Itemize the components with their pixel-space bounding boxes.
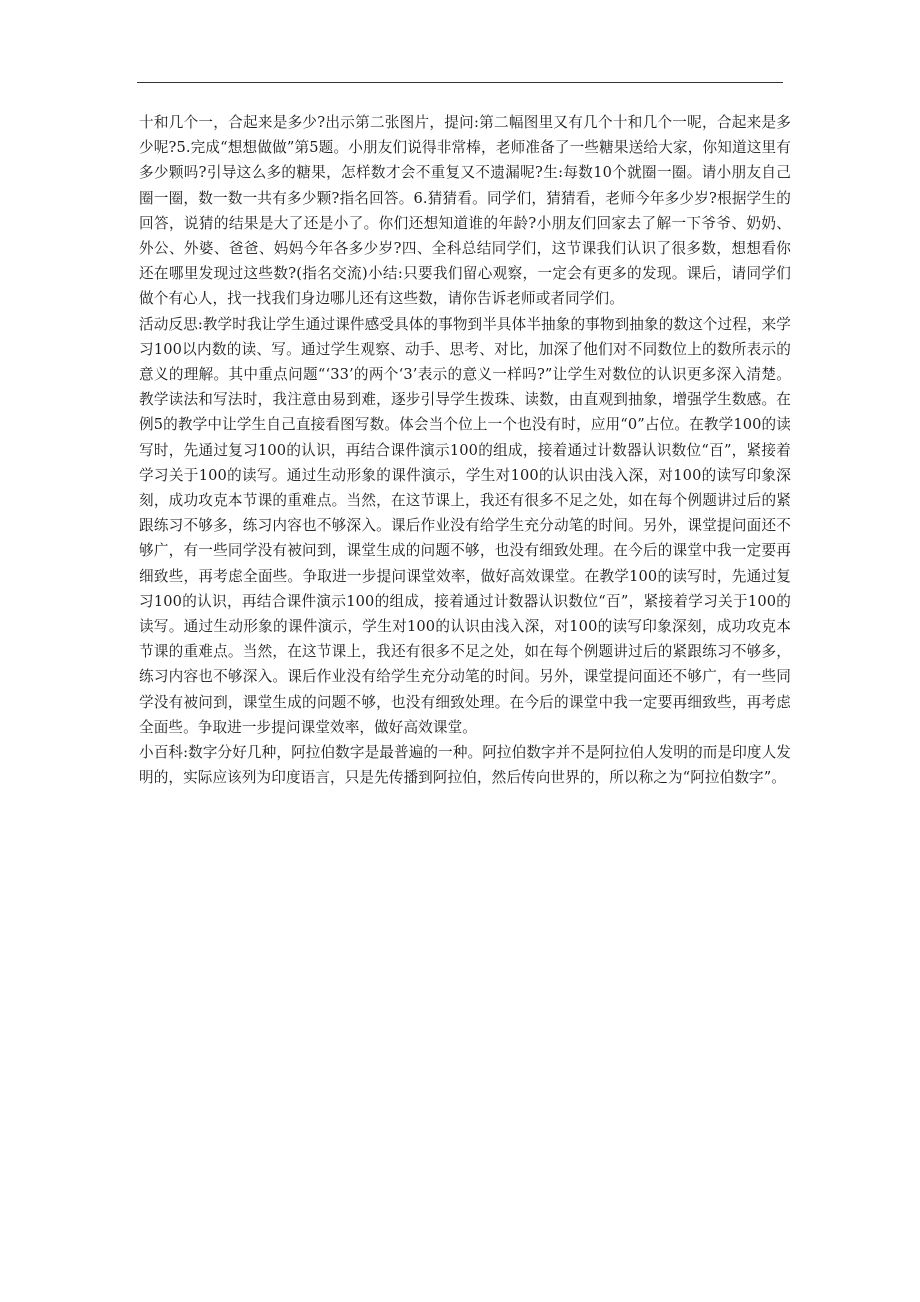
- header-rule: [137, 82, 783, 83]
- document-body: [139, 110, 791, 790]
- paragraph-encyclopedia: 小百科:数字分好几种，阿拉伯数字是最普遍的一种。阿拉伯数字并不是阿拉伯人发明的而是印度人发明的，实际应该列为印度语言，只是先传播到阿拉伯，然后传向世界的，所以称之为“阿拉伯数字”。: [139, 744, 791, 787]
- paragraph-reflection: 活动反思:教学时我让学生通过课件感受具体的事物到半具体半抽象的事物到抽象的数这个过程，来学习100以内数的读、写。通过学生观察、动手、思考、对比，加深了他们对不同数位上的数所表示的意义的理解。其中重点问题“‘33’的两个‘3’表示的意义一样吗?”让学生对数位的认识更多深入清楚。教学读法和写法时，我注意由易到难，逐步引导学生拨珠、读数，由直观到抽象，增强学生数感。在例5的教学中让学生自己直接看图写数。体会当个位上一个也没有时，应用“0”占位。在教学100的读写时，先通过复习100的认识，再结合课件演示100的组成，接着通过计数器认识数位“百”，紧接着学习关于100的读写。通过生动形象的课件演示，学生对100的认识由浅入深，对100的读写印象深刻，成功攻克本节课的重难点。当然，在这节课上，我还有很多不足之处，如在每个例题讲过后的紧跟练习不够多，练习内容也不够深入。课后作业没有给学生充分动笔的时间。另外，课堂提问面还不够广，有一些同学没有被问到，课堂生成的问题不够，也没有细致处理。在今后的课堂中我一定要再细致些，再考虑全面些。争取进一步提问课堂效率，做好高效课堂。在教学100的读写时，先通过复习100的认识，再结合课件演示100的组成，接着通过计数器认识数位“百”，紧接着学习关于100的读写。通过生动形象的课件演示，学生对100的认识由浅入深，对100的读写印象深刻，成功攻克本节课的重难点。当然，在这节课上，我还有很多不足之处，如在每个例题讲过后的紧跟练习不够多，练习内容也不够深入。课后作业没有给学生充分动笔的时间。另外，课堂提问面还不够广，有一些同学没有被问到，课堂生成的问题不够，也没有细致处理。在今后的课堂中我一定要再细致些，再考虑全面些。争取进一步提问课堂效率，做好高效课堂。: [139, 315, 791, 736]
- paragraph-lesson-steps: 十和几个一，合起来是多少?出示第二张图片，提问:第二幅图里又有几个十和几个一呢，合起来是多少呢?5.完成“想想做做”第5题。小朋友们说得非常棒，老师准备了一些糖果送给大家，你知道这里有多少颗吗?引导这么多的糖果，怎样数才会不重复又不遗漏呢?生:每数10个就圈一圈。请小朋友自己圈一圈，数一数一共有多少颗?指名回答。6.猜猜看。同学们，猜猜看，老师今年多少岁?根据学生的回答，说猜的结果是大了还是小了。你们还想知道谁的年龄?小朋友们回家去了解一下爷爷、奶奶、外公、外婆、爸爸、妈妈今年各多少岁?四、全科总结同学们，这节课我们认识了很多数，想想看你还在哪里发现过这些数?(指名交流)小结:只要我们留心观察，一定会有更多的发现。课后，请同学们做个有心人，找一找我们身边哪儿还有这些数，请你告诉老师或者同学们。: [139, 114, 791, 308]
